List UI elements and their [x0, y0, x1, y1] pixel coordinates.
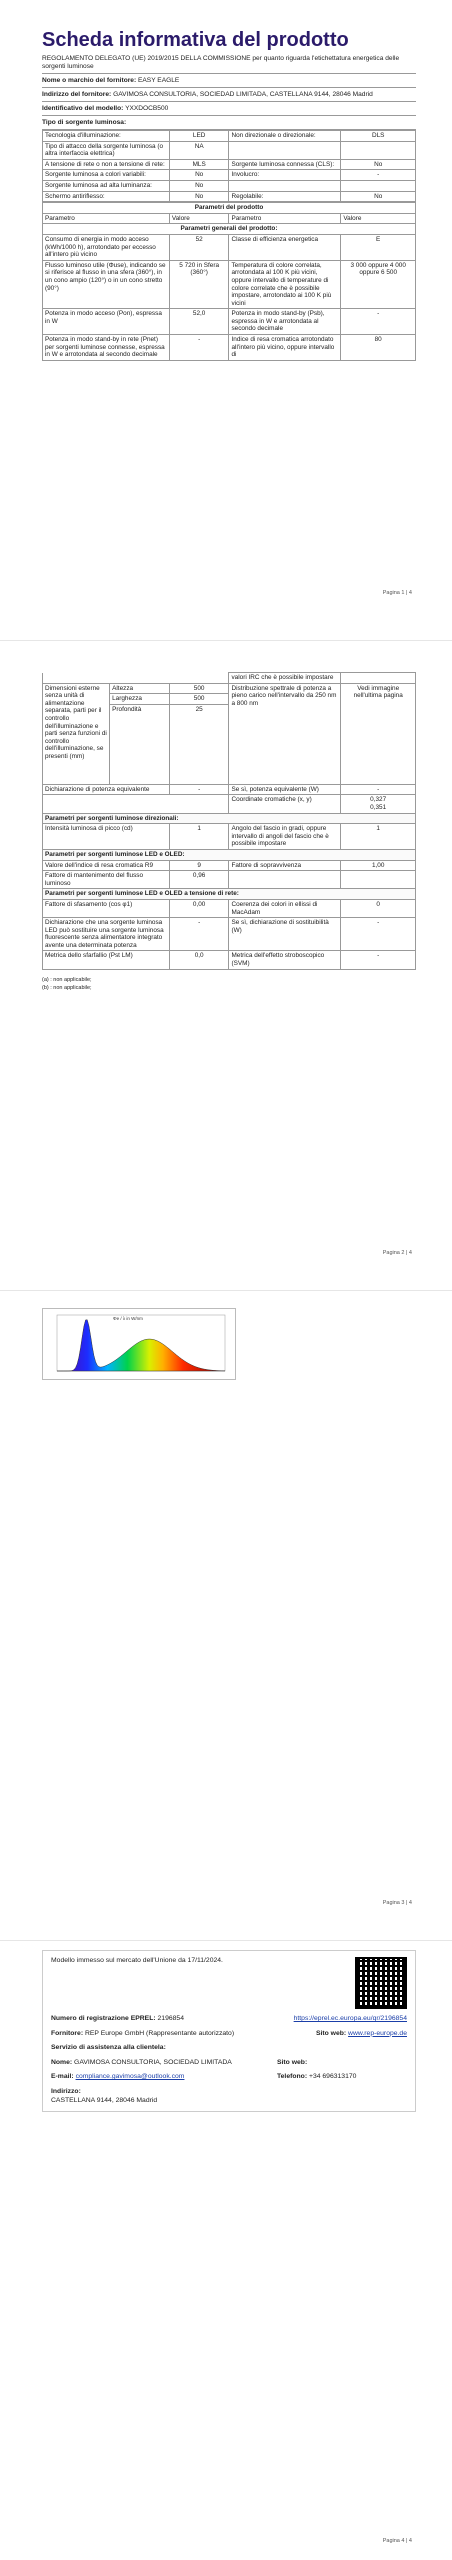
source-type-cell: Sorgente luminosa a colori variabili: — [43, 170, 170, 181]
supplier-brand — [42, 74, 416, 88]
general-param-cell: Flusso luminoso utile (Φuse), indicando se si riferisce al flusso in una sfera (360°), in un cono ampio (120°) o in un cono stretto (90°) — [43, 260, 170, 309]
displacement-value: 0,00 — [169, 899, 229, 917]
source-type-header — [42, 116, 416, 130]
directional-header: Parametri per sorgenti luminose direzionali: — [43, 813, 416, 824]
general-param-cell: - — [341, 309, 416, 335]
col-param-2: Parametro — [229, 213, 341, 224]
supplier-address-label: Indirizzo del fornitore: — [42, 91, 112, 98]
general-param-cell: 52,0 — [169, 309, 229, 335]
source-type-cell: LED — [169, 131, 229, 142]
document-title: Scheda informativa del prodotto — [42, 29, 349, 51]
equiv-power-value: - — [341, 784, 416, 795]
source-type-cell: No — [341, 191, 416, 202]
flicker-value: 0,0 — [169, 951, 229, 969]
source-type-cell: - — [341, 170, 416, 181]
supplier-web-link[interactable]: www.rep-europe.de — [348, 2029, 407, 2037]
equiv-power-claim-value: - — [169, 784, 229, 795]
supplier-brand-value: EASY EAGLE — [138, 77, 180, 84]
displacement-label: Fattore di sfasamento (cos φ1) — [43, 899, 170, 917]
supplier-brand-label: Nome o marchio del fornitore: — [42, 77, 137, 84]
general-param-cell: 3 000 oppure 4 000 oppure 6 500 — [341, 260, 416, 309]
beam-angle-value: 1 — [341, 824, 416, 850]
phone-value: +34 696313170 — [308, 2073, 357, 2081]
general-param-cell: Potenza in modo acceso (Pon), espressa in W — [43, 309, 170, 335]
source-type-cell — [341, 141, 416, 159]
page-number: Pagina 2 | 4 — [382, 1250, 412, 1256]
supplier-label: Fornitore: — [51, 2029, 84, 2037]
general-param-cell: 5 720 in Sfera (360°) — [169, 260, 229, 309]
equiv-power-label: Se sì, potenza equivalente (W) — [229, 784, 341, 795]
equiv-power-claim-label: Dichiarazione di potenza equivalente — [43, 784, 170, 795]
source-type-cell: Sorgente luminosa connessa (CLS): — [229, 159, 341, 170]
dim-depth-label: Profondità — [110, 704, 170, 784]
general-param-cell: Indice di resa cromatica arrotondato all'intero più vicino, oppure intervallo di — [229, 335, 341, 361]
source-type-cell: No — [169, 170, 229, 181]
source-type-row — [43, 170, 416, 181]
general-param-cell: 80 — [341, 335, 416, 361]
page-3 — [0, 1300, 452, 1920]
general-param-row — [43, 234, 416, 260]
chroma-label: Coordinate cromatiche (x, y) — [229, 795, 341, 813]
maintenance-label: Fattore di mantenimento del flusso luminoso — [43, 871, 170, 889]
page-number: Pagina 4 | 4 — [382, 2538, 412, 2544]
eprel-link[interactable]: https://eprel.ec.europa.eu/qr/2196854 — [293, 2015, 407, 2022]
params-header: Parametri del prodotto — [43, 203, 416, 214]
source-type-cell: A tensione di rete o non a tensione di rete: — [43, 159, 170, 170]
beam-angle-label: Angolo del fascio in gradi, oppure intervallo di angoli del fascio che è possibile impostare — [229, 824, 341, 850]
chroma-y: 0,351 — [370, 803, 387, 811]
supplier-address-value: GAVIMOSA CONSULTORIA, SOCIEDAD LIMITADA, CASTELLANA 9144, 28046 Madrid — [113, 91, 373, 98]
eprel-value: 2196854 — [157, 2015, 184, 2022]
replacement-label: Dichiarazione che una sorgente luminosa LED può sostituire una sorgente luminosa fluorescente senza alimentatore integrato avente una determinata potenza — [43, 918, 170, 951]
source-type-cell: Regolabile: — [229, 191, 341, 202]
source-type-cell: No — [169, 180, 229, 191]
cri-carry-over: valori IRC che è possibile impostare — [229, 673, 341, 684]
name-value: GAVIMOSA CONSULTORIA, SOCIEDAD LIMITADA — [74, 2058, 232, 2066]
address-label: Indirizzo: — [51, 2087, 81, 2095]
page-2 — [0, 650, 452, 1270]
general-params-header: Parametri generali del prodotto: — [43, 224, 416, 235]
source-type-row — [43, 191, 416, 202]
source-type-cell: Schermo antiriflesso: — [43, 191, 170, 202]
survival-value: 1,00 — [341, 860, 416, 871]
dim-width-value: 500 — [169, 694, 229, 705]
general-param-cell: 52 — [169, 234, 229, 260]
general-param-row — [43, 335, 416, 361]
chroma-x: 0,327 — [370, 796, 387, 804]
supplier-value: REP Europe GmbH (Rappresentante autorizzato) — [84, 2029, 235, 2037]
r9-label: Valore dell'indice di resa cromatica R9 — [43, 860, 170, 871]
footnote-a: (a) : non applicabile; — [42, 976, 92, 983]
source-type-cell: No — [341, 159, 416, 170]
dimensions-label: Dimensioni esterne senza unità di alimentazione separata, parti per il controllo dell'illuminazione e parti senza funzioni di controllo dell'illuminazione, se presenti (mm) — [43, 683, 110, 784]
general-param-row — [43, 260, 416, 309]
email-label: E-mail: — [51, 2073, 74, 2081]
model-label: Identificativo del modello: — [42, 105, 124, 112]
page-4 — [0, 1950, 452, 2560]
maintenance-value: 0,96 — [169, 871, 229, 889]
regulation-text: REGOLAMENTO DELEGATO (UE) 2019/2015 DELLA COMMISSIONE per quanto riguarda l'etichettatura energetica delle sorgenti luminose — [42, 55, 416, 74]
chart-legend: Φe / λ in W/nm — [113, 1316, 143, 1321]
service-web-label: Sito web: — [277, 2058, 308, 2066]
name-label: Nome: — [51, 2058, 73, 2066]
footnote-b: (b) : non applicabile; — [42, 984, 92, 991]
macadam-value: 0 — [341, 899, 416, 917]
eprel-label: Numero di registrazione EPREL: — [51, 2015, 156, 2022]
general-param-cell: E — [341, 234, 416, 260]
col-param-1: Parametro — [43, 213, 170, 224]
product-params-table — [42, 202, 416, 361]
source-type-cell: DLS — [341, 131, 416, 142]
spectrum-chart — [43, 1309, 235, 1379]
source-type-row — [43, 131, 416, 142]
general-param-cell: Potenza in modo stand-by in rete (Pnet) per sorgenti luminose connesse, espressa in W e arrotondata al secondo decimale — [43, 335, 170, 361]
survival-label: Fattore di sopravvivenza — [229, 860, 341, 871]
dim-depth-value: 25 — [169, 704, 229, 784]
general-param-cell: Classe di efficienza energetica — [229, 234, 341, 260]
source-type-cell — [229, 141, 341, 159]
model-identifier — [42, 102, 416, 116]
supplier-web-label: Sito web: — [315, 2029, 347, 2037]
replacement-value: - — [169, 918, 229, 951]
spectral-value: Vedi immagine nell'ultima pagina — [341, 683, 416, 784]
stroboscopic-label: Metrica dell'effetto stroboscopico (SVM) — [229, 951, 341, 969]
page-number: Pagina 1 | 4 — [382, 590, 412, 596]
supplier-address — [42, 88, 416, 102]
page-separator — [0, 1940, 452, 1941]
chroma-values — [341, 795, 416, 813]
replacement-claim-value: - — [341, 918, 416, 951]
source-type-cell — [341, 180, 416, 191]
spectral-label: Distribuzione spettrale di potenza a pieno carico nell'intervallo da 250 nm a 800 nm — [229, 683, 341, 784]
source-type-cell: Tipo di attacco della sorgente luminosa (o altra interfaccia elettrica) — [43, 141, 170, 159]
footnotes — [42, 976, 416, 992]
spectrum-area — [57, 1320, 225, 1371]
email-link[interactable]: compliance.gavimosa@outlook.com — [75, 2073, 185, 2081]
dim-height-value: 500 — [169, 683, 229, 694]
general-param-cell: Potenza in modo stand-by (Psb), espressa in W e arrotondata al secondo decimale — [229, 309, 341, 335]
source-type-cell — [229, 180, 341, 191]
source-type-cell: Involucro: — [229, 170, 341, 181]
flicker-label: Metrica dello sfarfallio (Pst LM) — [43, 951, 170, 969]
source-type-row — [43, 180, 416, 191]
model-value: YXXDOCB500 — [125, 105, 169, 112]
r9-value: 9 — [169, 860, 229, 871]
peak-intensity-label: Intensità luminosa di picco (cd) — [43, 824, 170, 850]
page-separator — [0, 640, 452, 641]
mains-header: Parametri per sorgenti luminose LED e OLED a tensione di rete: — [43, 889, 416, 900]
replacement-claim-label: Se sì, dichiarazione di sostituibilità (W) — [229, 918, 341, 951]
source-type-table — [42, 130, 416, 202]
phone-label: Telefono: — [277, 2073, 308, 2081]
address-value: CASTELLANA 9144, 28046 Madrid — [51, 2096, 158, 2104]
source-type-cell: No — [169, 191, 229, 202]
source-type-cell: Non direzionale o direzionale: — [229, 131, 341, 142]
col-value-1: Valore — [169, 213, 229, 224]
page-number: Pagina 3 | 4 — [382, 1900, 412, 1906]
col-value-2: Valore — [341, 213, 416, 224]
general-param-cell: - — [169, 335, 229, 361]
source-type-row — [43, 141, 416, 159]
source-type-row — [43, 159, 416, 170]
stroboscopic-value: - — [341, 951, 416, 969]
spectrum-figure — [42, 1308, 236, 1380]
dim-height-label: Altezza — [110, 683, 170, 694]
peak-intensity-value: 1 — [169, 824, 229, 850]
source-type-cell: MLS — [169, 159, 229, 170]
page-1 — [0, 0, 452, 610]
macadam-label: Coerenza dei colori in ellissi di MacAdam — [229, 899, 341, 917]
qr-code — [355, 1957, 407, 2009]
general-param-cell: Consumo di energia in modo acceso (kWh/1000 h), arrotondato per eccesso all'intero più vicino — [43, 234, 170, 260]
general-param-row — [43, 309, 416, 335]
service-header: Servizio di assistenza alla clientela: — [51, 2044, 166, 2052]
source-type-cell: Sorgente luminosa ad alta luminanza: — [43, 180, 170, 191]
page-separator — [0, 1290, 452, 1291]
supplier-info-box — [42, 1950, 416, 2112]
source-type-cell: NA — [169, 141, 229, 159]
params-table-continued — [42, 672, 416, 970]
general-param-cell: Temperatura di colore correlata, arrotondata al 100 K più vicini, oppure intervallo di temperature di colore correlate che è possibile impostare, arrotondato ai 100 K più vicini — [229, 260, 341, 309]
market-text: Modello immesso sul mercato dell'Unione da 17/11/2024. — [51, 1957, 223, 1964]
source-type-cell: Tecnologia d'illuminazione: — [43, 131, 170, 142]
led-header: Parametri per sorgenti luminose LED e OLED: — [43, 849, 416, 860]
dim-width-label: Larghezza — [110, 694, 170, 705]
source-type-header-text: Tipo di sorgente luminosa: — [42, 119, 127, 126]
